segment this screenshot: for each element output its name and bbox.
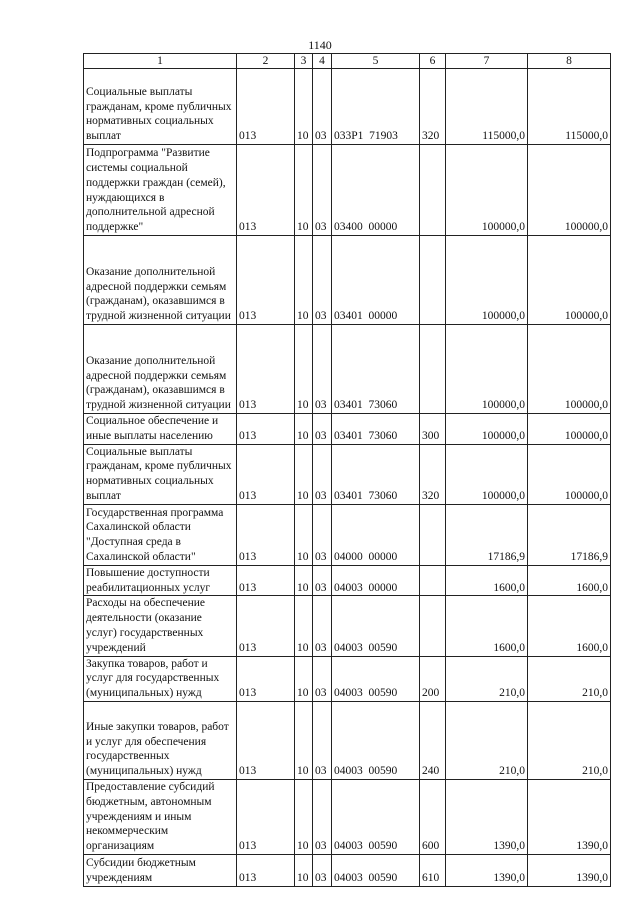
item-name: Предоставление субсидий бюджетным, автономным учреждениям и иным некоммерческим организациям (84, 779, 237, 854)
ministry-code: 013 (237, 854, 295, 886)
ministry-code: 013 (237, 69, 295, 145)
amount-col7: 100000,0 (446, 145, 528, 236)
header-cell: 4 (313, 54, 332, 69)
amount-col7: 1600,0 (446, 596, 528, 656)
item-name: Расходы на обеспечение деятельности (оказание услуг) государственных учреждений (84, 596, 237, 656)
table-row (84, 414, 611, 445)
subsection-code: 03 (313, 325, 332, 414)
amount-col7: 100000,0 (446, 414, 528, 445)
table-row (84, 596, 611, 656)
target-article: 04003 00590 (332, 701, 420, 779)
section-code: 10 (295, 414, 313, 445)
table-row (84, 504, 611, 565)
subsection-code: 03 (313, 656, 332, 701)
amount-col8: 1600,0 (528, 596, 611, 656)
table-row (84, 325, 611, 414)
expense-type: 610 (420, 854, 446, 886)
section-code: 10 (295, 779, 313, 854)
expense-type: 320 (420, 444, 446, 504)
expense-type: 200 (420, 656, 446, 701)
table-row (84, 701, 611, 779)
amount-col7: 210,0 (446, 701, 528, 779)
expense-type (420, 596, 446, 656)
target-article: 04003 00000 (332, 565, 420, 596)
ministry-code: 013 (237, 701, 295, 779)
amount-col7: 1390,0 (446, 854, 528, 886)
ministry-code: 013 (237, 656, 295, 701)
item-name: Социальное обеспечение и иные выплаты населению (84, 414, 237, 445)
header-cell: 8 (528, 54, 611, 69)
item-name: Оказание дополнительной адресной поддержки семьям (гражданам), оказавшимся в трудной жизненной ситуации (84, 236, 237, 325)
table-row (84, 69, 611, 145)
table-row (84, 854, 611, 886)
ministry-code: 013 (237, 236, 295, 325)
subsection-code: 03 (313, 596, 332, 656)
item-name: Социальные выплаты гражданам, кроме публичных нормативных социальных выплат (84, 69, 237, 145)
subsection-code: 03 (313, 565, 332, 596)
ministry-code: 013 (237, 145, 295, 236)
amount-col7: 1390,0 (446, 779, 528, 854)
expense-type: 240 (420, 701, 446, 779)
subsection-code: 03 (313, 504, 332, 565)
amount-col8: 1390,0 (528, 779, 611, 854)
target-article: 04003 00590 (332, 779, 420, 854)
expense-type (420, 325, 446, 414)
table-row (84, 565, 611, 596)
subsection-code: 03 (313, 779, 332, 854)
subsection-code: 03 (313, 414, 332, 445)
amount-col8: 17186,9 (528, 504, 611, 565)
section-code: 10 (295, 596, 313, 656)
section-code: 10 (295, 236, 313, 325)
target-article: 04003 00590 (332, 596, 420, 656)
amount-col7: 17186,9 (446, 504, 528, 565)
target-article: 03400 00000 (332, 145, 420, 236)
expense-type (420, 504, 446, 565)
amount-col8: 100000,0 (528, 145, 611, 236)
header-cell: 7 (446, 54, 528, 69)
ministry-code: 013 (237, 414, 295, 445)
ministry-code: 013 (237, 504, 295, 565)
target-article: 03401 73060 (332, 444, 420, 504)
target-article: 03401 73060 (332, 325, 420, 414)
ministry-code: 013 (237, 444, 295, 504)
header-cell: 1 (84, 54, 237, 69)
amount-col7: 210,0 (446, 656, 528, 701)
ministry-code: 013 (237, 325, 295, 414)
target-article: 033Р1 71903 (332, 69, 420, 145)
table-row (84, 145, 611, 236)
section-code: 10 (295, 854, 313, 886)
section-code: 10 (295, 701, 313, 779)
header-cell: 6 (420, 54, 446, 69)
table-row (84, 779, 611, 854)
target-article: 04003 00590 (332, 854, 420, 886)
section-code: 10 (295, 69, 313, 145)
ministry-code: 013 (237, 779, 295, 854)
ministry-code: 013 (237, 596, 295, 656)
item-name: Закупка товаров, работ и услуг для государственных (муниципальных) нужд (84, 656, 237, 701)
amount-col8: 100000,0 (528, 444, 611, 504)
expense-type: 320 (420, 69, 446, 145)
header-cell: 3 (295, 54, 313, 69)
item-name: Оказание дополнительной адресной поддержки семьям (гражданам), оказавшимся в трудной жизненной ситуации (84, 325, 237, 414)
expense-type (420, 145, 446, 236)
amount-col7: 1600,0 (446, 565, 528, 596)
item-name: Иные закупки товаров, работ и услуг для обеспечения государственных (муниципальных) нужд (84, 701, 237, 779)
header-cell: 5 (332, 54, 420, 69)
header-row (84, 54, 611, 69)
item-name: Государственная программа Сахалинской области "Доступная среда в Сахалинской области" (84, 504, 237, 565)
section-code: 10 (295, 504, 313, 565)
section-code: 10 (295, 325, 313, 414)
subsection-code: 03 (313, 236, 332, 325)
table-row (84, 236, 611, 325)
target-article: 03401 00000 (332, 236, 420, 325)
amount-col8: 1600,0 (528, 565, 611, 596)
subsection-code: 03 (313, 145, 332, 236)
expense-type (420, 236, 446, 325)
amount-col8: 1390,0 (528, 854, 611, 886)
amount-col7: 100000,0 (446, 236, 528, 325)
table-row (84, 656, 611, 701)
amount-col8: 100000,0 (528, 325, 611, 414)
expense-type: 600 (420, 779, 446, 854)
subsection-code: 03 (313, 444, 332, 504)
item-name: Повышение доступности реабилитационных услуг (84, 565, 237, 596)
expense-type (420, 565, 446, 596)
header-cell: 2 (237, 54, 295, 69)
amount-col7: 115000,0 (446, 69, 528, 145)
page-number: 1140 (308, 38, 332, 52)
amount-col8: 210,0 (528, 701, 611, 779)
amount-col8: 100000,0 (528, 414, 611, 445)
section-code: 10 (295, 145, 313, 236)
ministry-code: 013 (237, 565, 295, 596)
subsection-code: 03 (313, 854, 332, 886)
item-name: Подпрограмма "Развитие системы социальной поддержки граждан (семей), нуждающихся в дополнительной адресной поддержке" (84, 145, 237, 236)
section-code: 10 (295, 565, 313, 596)
section-code: 10 (295, 656, 313, 701)
item-name: Социальные выплаты гражданам, кроме публичных нормативных социальных выплат (84, 444, 237, 504)
table-row (84, 444, 611, 504)
target-article: 04003 00590 (332, 656, 420, 701)
amount-col8: 115000,0 (528, 69, 611, 145)
subsection-code: 03 (313, 69, 332, 145)
expense-type: 300 (420, 414, 446, 445)
amount-col7: 100000,0 (446, 325, 528, 414)
budget-table (83, 53, 611, 887)
amount-col8: 210,0 (528, 656, 611, 701)
subsection-code: 03 (313, 701, 332, 779)
amount-col7: 100000,0 (446, 444, 528, 504)
item-name: Субсидии бюджетным учреждениям (84, 854, 237, 886)
target-article: 04000 00000 (332, 504, 420, 565)
target-article: 03401 73060 (332, 414, 420, 445)
section-code: 10 (295, 444, 313, 504)
amount-col8: 100000,0 (528, 236, 611, 325)
